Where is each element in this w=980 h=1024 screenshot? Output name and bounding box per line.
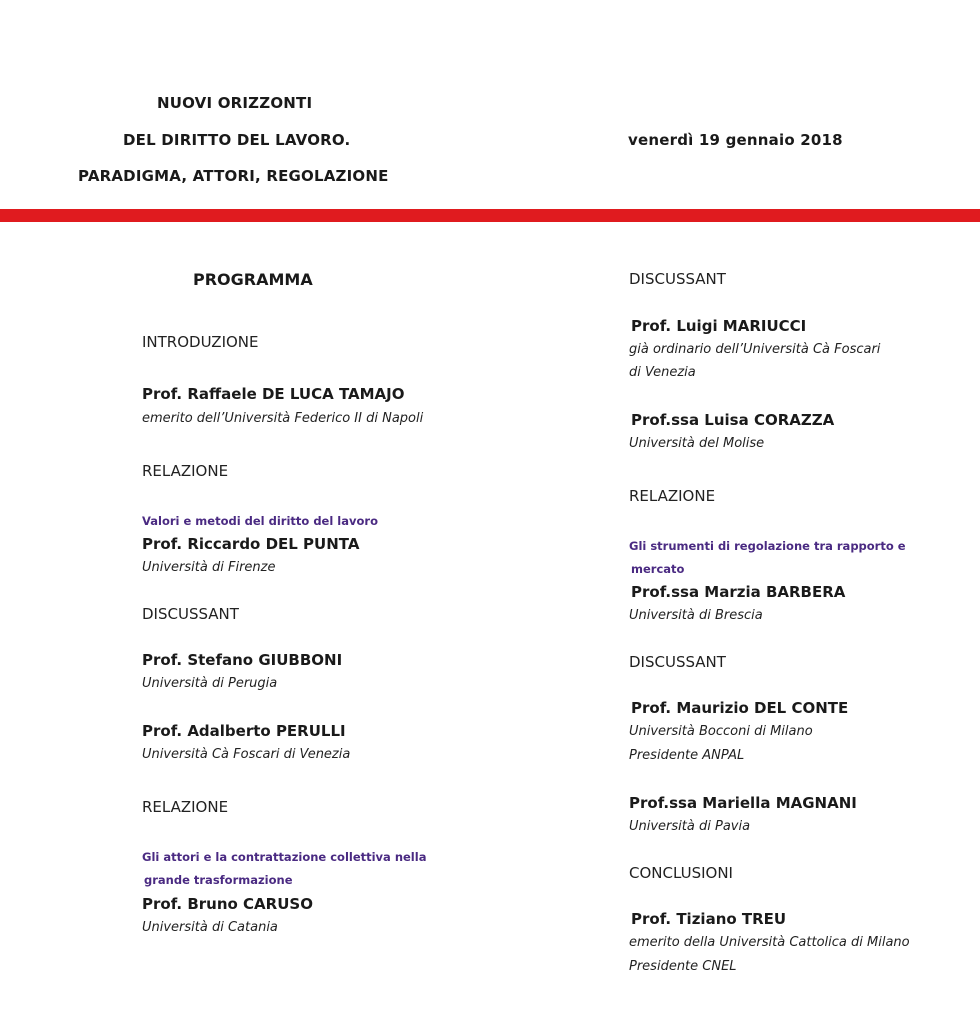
relazione-label: RELAZIONE [629, 487, 716, 505]
red-divider [0, 209, 980, 222]
relazione-label: RELAZIONE [142, 462, 229, 480]
talk-topic: Valori e metodi del diritto del lavoro [142, 514, 378, 528]
title-line-2: DEL DIRITTO DEL LAVORO. [123, 131, 351, 149]
talk-topic: Gli attori e la contrattazione collettiva nella [142, 850, 427, 864]
speaker-affiliation: Università Bocconi di Milano [629, 724, 813, 739]
speaker-name: Prof. Bruno CARUSO [142, 895, 313, 913]
speaker-affiliation: di Venezia [629, 365, 696, 380]
speaker-name: Prof. Stefano GIUBBONI [142, 651, 343, 669]
speaker-name: Prof. Tiziano TREU [631, 910, 787, 928]
event-date: venerdì 19 gennaio 2018 [628, 131, 843, 149]
speaker-name: Prof. Riccardo DEL PUNTA [142, 535, 360, 553]
talk-topic: grande trasformazione [144, 873, 293, 887]
conclusions-label: CONCLUSIONI [629, 864, 733, 882]
speaker-affiliation: emerito della Università Cattolica di Milano [629, 935, 910, 950]
speaker-affiliation: Università di Pavia [629, 819, 751, 834]
speaker-name: Prof. Raffaele DE LUCA TAMAJO [142, 385, 405, 403]
talk-topic: mercato [631, 562, 685, 576]
speaker-name: Prof. Adalberto PERULLI [142, 722, 346, 740]
intro-label: INTRODUZIONE [142, 333, 259, 351]
speaker-name: Prof. Maurizio DEL CONTE [631, 699, 849, 717]
title-line-3: PARADIGMA, ATTORI, REGOLAZIONE [78, 167, 389, 185]
discussant-label: DISCUSSANT [629, 653, 726, 671]
discussant-label: DISCUSSANT [142, 605, 239, 623]
speaker-affiliation: Università di Firenze [142, 560, 276, 575]
speaker-affiliation: Presidente ANPAL [629, 748, 745, 763]
speaker-name: Prof. Luigi MARIUCCI [631, 317, 807, 335]
relazione-label: RELAZIONE [142, 798, 229, 816]
speaker-affiliation: Università Cà Foscari di Venezia [142, 747, 351, 762]
discussant-label: DISCUSSANT [629, 270, 726, 288]
speaker-affiliation: Università di Perugia [142, 676, 278, 691]
speaker-affiliation: già ordinario dell’Università Cà Foscari [629, 342, 881, 357]
speaker-name: Prof.ssa Marzia BARBERA [631, 583, 846, 601]
speaker-affiliation: Università di Brescia [629, 608, 763, 623]
program-heading: PROGRAMMA [193, 270, 313, 289]
speaker-name: Prof.ssa Luisa CORAZZA [631, 411, 835, 429]
talk-topic: Gli strumenti di regolazione tra rapporto e [629, 539, 906, 553]
speaker-affiliation: Presidente CNEL [629, 959, 737, 974]
title-line-1: NUOVI ORIZZONTI [157, 94, 313, 112]
speaker-name: Prof.ssa Mariella MAGNANI [629, 794, 857, 812]
speaker-affiliation: Università del Molise [629, 436, 765, 451]
speaker-affiliation: Università di Catania [142, 920, 278, 935]
speaker-affiliation: emerito dell’Università Federico II di Napoli [142, 411, 424, 426]
